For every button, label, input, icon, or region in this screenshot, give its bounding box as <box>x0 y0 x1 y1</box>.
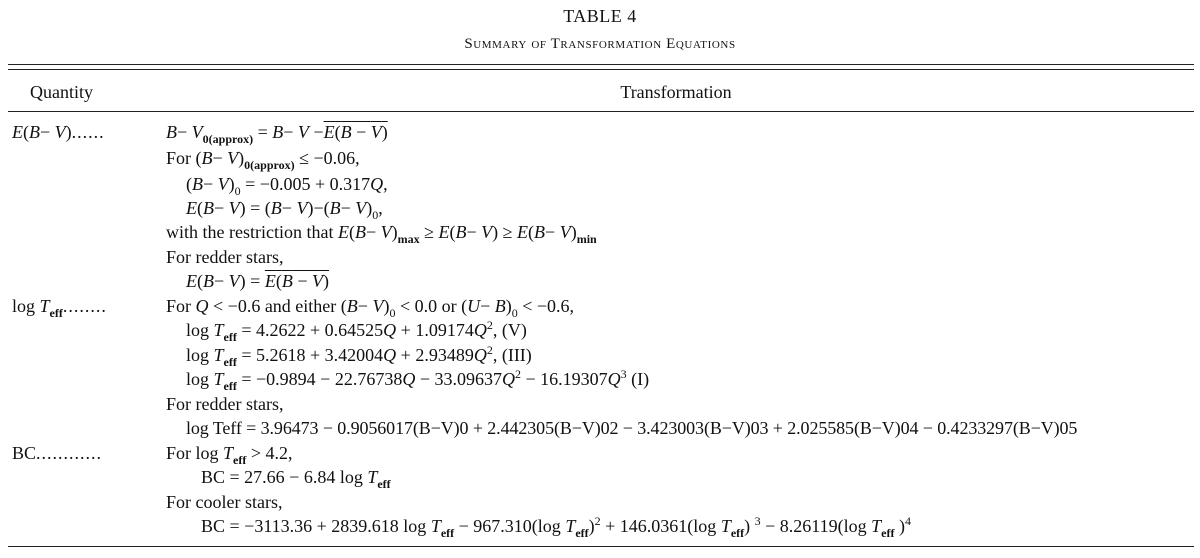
equation-line: $\log T_{eff} = -0.9894 - 22.76738Q - 33.09637Q^2 - 16.19307Q^3$ (I) <box>186 367 650 393</box>
column-header-transformation: Transformation <box>620 82 732 102</box>
equation-line: For cooler stars, <box>166 492 283 512</box>
row-label-bc: BC............ <box>12 443 103 463</box>
equation-line: with the restriction that $E(B- V)_{max} \ge E(B- V) \ge E(B- V)_{min}$ <box>166 222 597 246</box>
table-subtitle: Summary of Transformation Equations <box>464 36 736 52</box>
top-rule <box>8 64 1194 65</box>
row-label-ebv: E(B− V)...... <box>12 122 105 142</box>
equation-line: log Teff = 3.96473 − 0.9056017(B−V)0 + 2.442305(B−V)02 − 3.423003(B−V)03 + 2.025585(B−V)04 − 0.4233297(B−V)05 <box>186 418 1078 438</box>
top-rule-double <box>8 69 1194 70</box>
equation-line: $B- V_{0(approx)} = B- V -E(B - V)$ <box>166 122 388 146</box>
equation-line: BC = 27.66 − 6.84 $\log T_{eff}$ <box>201 467 391 491</box>
equation-line: BC = −3113.36 + 2839.618 $\log T_{eff} - 967.310(\log$ $T_{eff})^2 + 146.0361(\log$ $T_{eff}$) $^3$ − 8.26119(log $T_{eff}$ )$^4$ <box>201 514 911 540</box>
bottom-rule <box>8 546 1194 547</box>
equation-line: For $\log T_{eff} > 4.2$, <box>166 443 293 467</box>
equation-line: For $(B- V)_{0(approx)} \le -0.06$, <box>166 148 360 172</box>
equation-line: $\log T_{eff} = 4.2622 + 0.64525Q + 1.09174Q^2$, (V) <box>186 318 527 344</box>
equation-line: E(B− V) = E(B − V) <box>186 271 329 291</box>
table-title: TABLE 4 <box>563 6 637 26</box>
equation-line: For Q < −0.6 and either $(B- V)_0 < 0.0$ or $(U- B)_0 < -0.6$, <box>166 296 575 320</box>
equation-line: For redder stars, <box>166 394 284 414</box>
equation-line: $(B- V)_0 = -0.005 + 0.317Q$, <box>186 174 388 198</box>
equation-line: $\log T_{eff} = 5.2618 + 3.42004Q + 2.93489Q^2$, (III) <box>186 343 532 369</box>
header-rule <box>8 111 1194 112</box>
column-header-quantity: Quantity <box>30 82 93 102</box>
equation-line: For redder stars, <box>166 247 284 267</box>
row-label-logteff: $\log T_{eff}$........ <box>12 296 107 320</box>
equation-line: $E(B- V) = (B- V)-(B- V)_0$, <box>186 198 383 222</box>
